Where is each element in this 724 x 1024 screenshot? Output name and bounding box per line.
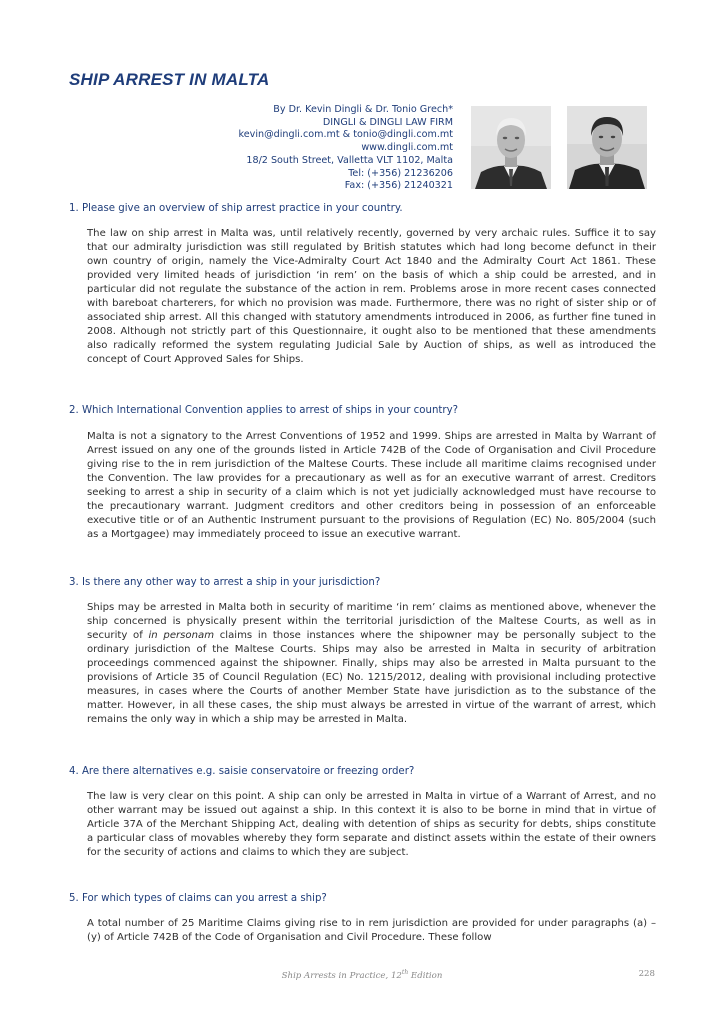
page-number: 228 [638, 969, 655, 979]
answer-3-italic-term: in personam [148, 630, 215, 642]
page-title: SHIP ARREST IN MALTA [69, 70, 270, 89]
answer-3 [87, 601, 656, 727]
answer-2: Malta is not a signatory to the Arrest Conventions of 1952 and 1999. Ships are arrested in Malta by Warrant of Arrest issued on any one of the grounds listed in Article 742B of the Code of Organisation and Civil Procedure giving rise to the in rem jurisdiction of the Maltese Courts. These include all maritime claims recognised under the Convention. The law provides for a precautionary as well as for an executive warrant of arrest. Creditors seeking to arrest a ship in security of a claim which is not yet judicially acknowledged must have recourse to the precautionary warrant. Judgment creditors and other creditors being in possession of an enforceable executive title or of an Authentic Instrument pursuant to the provisions of Regulation (EC) No. 805/2004 (such as a Mortgagee) may immediately proceed to issue an executive warrant. [87, 431, 656, 541]
footer-title-prefix: Ship Arrests in Practice, 12 [281, 970, 402, 981]
fax-number: Fax: (+356) 21240321 [344, 180, 453, 192]
footer-publication-title [0, 969, 724, 981]
question-1: 1. Please give an overview of ship arrest practice in your country. [69, 203, 403, 214]
footer-title-superscript: th [401, 969, 409, 976]
portrait-icon [567, 106, 647, 189]
authors-line: By Dr. Kevin Dingli & Dr. Tonio Grech* [273, 104, 453, 115]
question-5: 5. For which types of claims can you arrest a ship? [69, 893, 327, 904]
author-photo-kevin-dingli [471, 106, 551, 189]
question-2: 2. Which International Convention applies to arrest of ships in your country? [69, 405, 459, 416]
telephone-number: Tel: (+356) 21236206 [348, 167, 453, 179]
postal-address: 18/2 South Street, Valletta VLT 1102, Malta [246, 154, 453, 166]
answer-4: The law is very clear on this point. A ship can only be arrested in Malta in virtue of a Warrant of Arrest, and no other warrant may be issued out against a ship. In this context it is also to be borne in mind that in virtue of Article 37A of the Merchant Shipping Act, dealing with detention of ships as security for debts, ships constitute a particular class of movables whereby they form separate and distinct assets within the estate of their owners for the security of actions and claims to which they are subject. [87, 791, 656, 859]
answer-1: The law on ship arrest in Malta was, until relatively recently, governed by very archaic rules. Suffice it to say that our admiralty jurisdiction was still regulated by British statutes which had long become defunct in their own country of origin, namely the Vice-Admiralty Court Act 1840 and the Admiralty Court Act 1861. These provided very limited heads of jurisdiction ‘in rem’ on the basis of which a ship could be arrested, and in particular did not regulate the substance of the action in rem. Problems arose in more recent cases connected with bareboat charterers, for which no provision was made. Furthermore, there was no right of sister ship or of associated ship arrest. All this changed with statutory amendments introduced in 2006, as further fine tuned in 2008. Although not strictly part of this Questionnaire, it ought also to be mentioned that these amendments also radically reformed the system regulating Judicial Sale by Auction of ships, as well as introduced the concept of Court Approved Sales for Ships. [87, 228, 656, 366]
question-4: 4. Are there alternatives e.g. saisie conservatoire or freezing order? [69, 766, 415, 777]
email-addresses[interactable]: kevin@dingli.com.mt & tonio@dingli.com.mt [238, 129, 453, 141]
portrait-icon [471, 106, 551, 189]
firm-name: DINGLI & DINGLI LAW FIRM [322, 116, 453, 128]
answer-3-text-start: Ships may be arrested in Malta both in security of maritime ‘in rem’ claims as mentioned above, whenever the ship concerned is physically present within the territorial jurisdiction of the Maltese Courts, as well as in security of [87, 602, 656, 642]
answer-3-text-end: claims in those instances where the shipowner may be personally subject to the ordinary jurisdiction of the Maltese Courts. Ships may also be arrested in Malta in security of arbitration proceedings commenced against the shipowner. Finally, ships may also be arrested in Malta pursuant to the provisions of Article 35 of Council Regulation (EC) No. 1215/2012, dealing with provisional including protective measures, in cases where the Courts of another Member State have jurisdiction as to the substance of the matter. However, in all these cases, the ship must always be arrested in virtue of the warrant of arrest, which remains the only way in which a ship may be arrested in Malta. [87, 630, 656, 726]
website-link[interactable]: www.dingli.com.mt [361, 142, 453, 154]
question-3: 3. Is there any other way to arrest a ship in your jurisdiction? [69, 577, 381, 588]
author-contact-block [239, 104, 453, 193]
answer-5: A total number of 25 Maritime Claims giving rise to in rem jurisdiction are provided for under paragraphs (a) – (y) of Article 742B of the Code of Organisation and Civil Procedure. These follow [87, 918, 656, 944]
footer-title-suffix: Edition [408, 970, 443, 981]
author-photo-tonio-grech [567, 106, 647, 189]
